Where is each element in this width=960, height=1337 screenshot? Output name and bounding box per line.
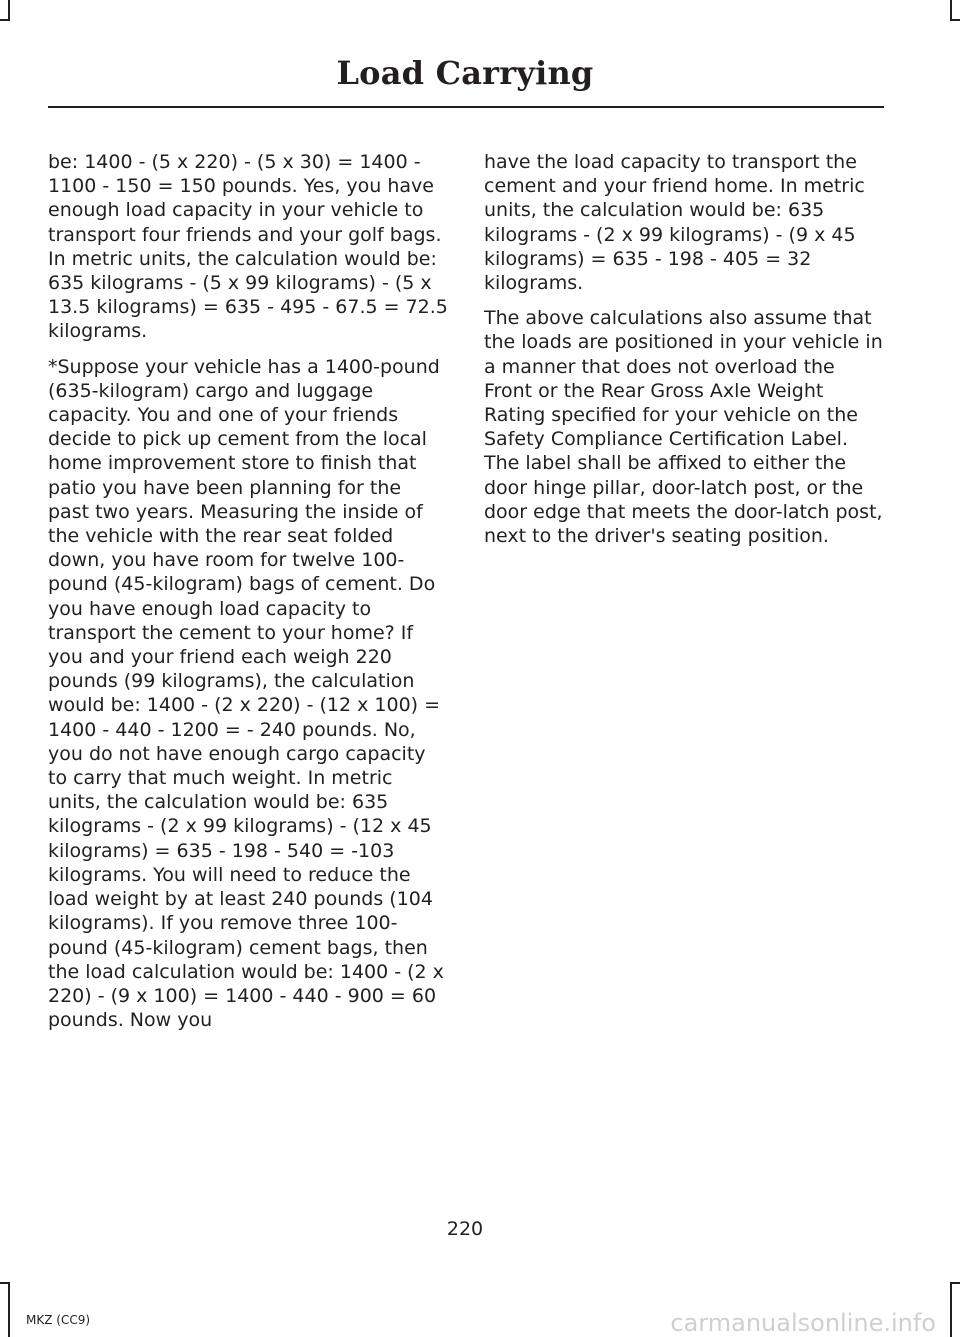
crop-mark-top-right xyxy=(950,19,960,21)
model-code: MKZ (CC9) xyxy=(26,1313,91,1327)
page-title: Load Carrying xyxy=(336,54,594,92)
crop-mark-bottom-right xyxy=(950,1282,960,1284)
right-column xyxy=(484,150,884,559)
body-paragraph: have the load capacity to transport the cement and your friend home. In metric units, the calculation would be: 635 kilograms - (2 x 99 kilograms) - (9 x 45 kilograms) = 635 - 198 - 405 = 32 kilograms. xyxy=(484,151,865,295)
crop-mark-bottom-left xyxy=(8,1282,10,1337)
watermark: carmanualsonline.info xyxy=(670,1309,936,1337)
title-divider xyxy=(48,106,884,108)
page-number: 220 xyxy=(446,1218,484,1240)
crop-mark-bottom-left xyxy=(0,1282,10,1284)
crop-mark-top-right xyxy=(950,0,952,21)
left-column xyxy=(48,150,448,1043)
body-paragraph: The above calculations also assume that the loads are positioned in your vehicle in a manner that does not overload the Front or the Rear Gross Axle Weight Rating specified for your vehicle on the Safety Compliance Certification Label. The label shall be affixed to either the door hinge pillar, door-latch post, or the door edge that meets the door-latch post, next to the driver's seating position. xyxy=(484,307,883,548)
crop-mark-top-left xyxy=(0,19,10,21)
body-paragraph: *Suppose your vehicle has a 1400-pound (635-kilogram) cargo and luggage capacity. You and one of your friends decide to pick up cement from the local home improvement store to finish that patio you have been planning for the past two years. Measuring the inside of the vehicle with the rear seat folded down, you have room for twelve 100-pound (45-kilogram) bags of cement. Do you have enough load capacity to transport the cement to your home? If you and your friend each weigh 220 pounds (99 kilograms), the calculation would be: 1400 - (2 x 220) - (12 x 100) = 1400 - 440 - 1200 = - 240 pounds. No, you do not have enough cargo capacity to carry that much weight. In metric units, the calculation would be: 635 kilograms - (2 x 99 kilograms) - (12 x 45 kilograms) = 635 - 198 - 540 = -103 kilograms. You will need to reduce the load weight by at least 240 pounds (104 kilograms). If you remove three 100-pound (45-kilogram) cement bags, then the load calculation would be: 1400 - (2 x 220) - (9 x 100) = 1400 - 440 - 900 = 60 pounds. Now you xyxy=(48,355,444,1032)
crop-mark-top-left xyxy=(8,0,10,21)
body-paragraph: be: 1400 - (5 x 220) - (5 x 30) = 1400 - 1100 - 150 = 150 pounds. Yes, you have enough load capacity in your vehicle to transport four friends and your golf bags. In metric units, the calculation would be: 635 kilograms - (5 x 99 kilograms) - (5 x 13.5 kilograms) = 635 - 495 - 67.5 = 72.5 kilograms. xyxy=(48,151,448,343)
crop-mark-bottom-right xyxy=(950,1282,952,1337)
